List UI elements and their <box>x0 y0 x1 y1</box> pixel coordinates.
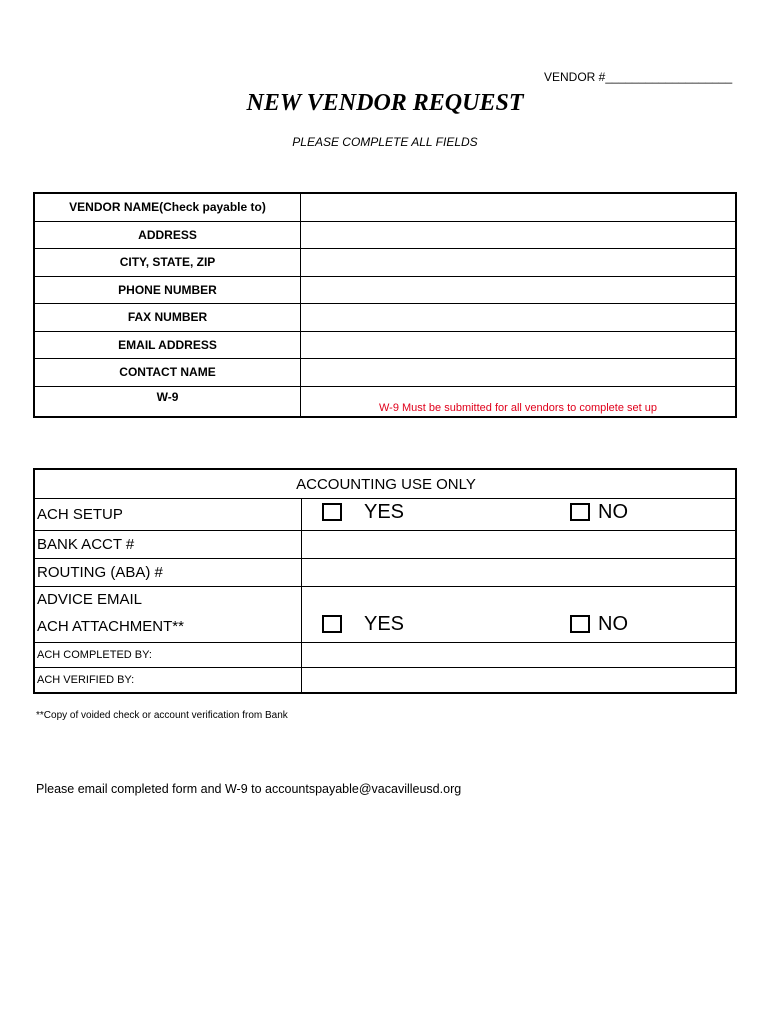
email-instructions: Please email completed form and W-9 to accountspayable@vacavilleusd.org <box>36 782 462 796</box>
table-row <box>34 331 736 359</box>
ach-setup-options <box>302 499 737 531</box>
ach-setup-yes-label: YES <box>364 501 405 523</box>
phone-number-field[interactable] <box>301 276 737 304</box>
ach-completed-label: ACH COMPLETED BY: <box>34 643 302 668</box>
accounting-header: ACCOUNTING USE ONLY <box>34 469 736 499</box>
routing-label: ROUTING (ABA) # <box>34 559 302 587</box>
ach-attachment-options <box>302 611 737 643</box>
bank-acct-label: BANK ACCT # <box>34 531 302 559</box>
ach-attachment-yes-label: YES <box>364 613 405 635</box>
ach-attachment-yes-checkbox[interactable] <box>322 615 342 633</box>
footnote: **Copy of voided check or account verification from Bank <box>36 710 288 721</box>
ach-attachment-label: ACH ATTACHMENT** <box>34 611 302 643</box>
table-row <box>34 611 736 643</box>
contact-name-label: CONTACT NAME <box>34 359 301 387</box>
bank-acct-field[interactable] <box>302 531 737 559</box>
form-title: NEW VENDOR REQUEST <box>246 90 524 116</box>
vendor-number-field[interactable]: VENDOR #___________________ <box>544 70 733 84</box>
table-row <box>34 643 736 668</box>
email-address-field[interactable] <box>301 331 737 359</box>
table-row <box>34 221 736 249</box>
routing-field[interactable] <box>302 559 737 587</box>
ach-setup-label: ACH SETUP <box>34 499 302 531</box>
table-row <box>34 304 736 332</box>
address-field[interactable] <box>301 221 737 249</box>
city-state-zip-field[interactable] <box>301 249 737 277</box>
table-row <box>34 587 736 612</box>
ach-verified-field[interactable] <box>302 668 737 694</box>
ach-attachment-no-checkbox[interactable] <box>570 615 590 633</box>
table-row <box>34 386 736 417</box>
w9-label: W-9 <box>34 386 301 417</box>
ach-attachment-no-label: NO <box>598 613 628 635</box>
table-row <box>34 276 736 304</box>
table-row <box>34 359 736 387</box>
table-row <box>34 531 736 559</box>
vendor-name-label: VENDOR NAME(Check payable to) <box>34 193 301 221</box>
contact-name-field[interactable] <box>301 359 737 387</box>
ach-setup-no-checkbox[interactable] <box>570 503 590 521</box>
table-row <box>34 249 736 277</box>
ach-verified-label: ACH VERIFIED BY: <box>34 668 302 694</box>
table-row <box>34 193 736 221</box>
phone-number-label: PHONE NUMBER <box>34 276 301 304</box>
fax-number-field[interactable] <box>301 304 737 332</box>
fax-number-label: FAX NUMBER <box>34 304 301 332</box>
address-label: ADDRESS <box>34 221 301 249</box>
ach-completed-field[interactable] <box>302 643 737 668</box>
vendor-info-table <box>33 192 737 418</box>
vendor-name-field[interactable] <box>301 193 737 221</box>
ach-setup-no-label: NO <box>598 501 628 523</box>
email-address-label: EMAIL ADDRESS <box>34 331 301 359</box>
advice-email-field[interactable] <box>302 587 737 612</box>
ach-setup-yes-checkbox[interactable] <box>322 503 342 521</box>
table-row <box>34 469 736 499</box>
form-subtitle: PLEASE COMPLETE ALL FIELDS <box>292 135 478 149</box>
table-row <box>34 499 736 531</box>
w9-note: W-9 Must be submitted for all vendors to complete set up <box>301 386 737 417</box>
advice-email-label: ADVICE EMAIL <box>34 587 302 612</box>
table-row <box>34 668 736 694</box>
table-row <box>34 559 736 587</box>
accounting-use-table <box>33 468 737 694</box>
city-state-zip-label: CITY, STATE, ZIP <box>34 249 301 277</box>
